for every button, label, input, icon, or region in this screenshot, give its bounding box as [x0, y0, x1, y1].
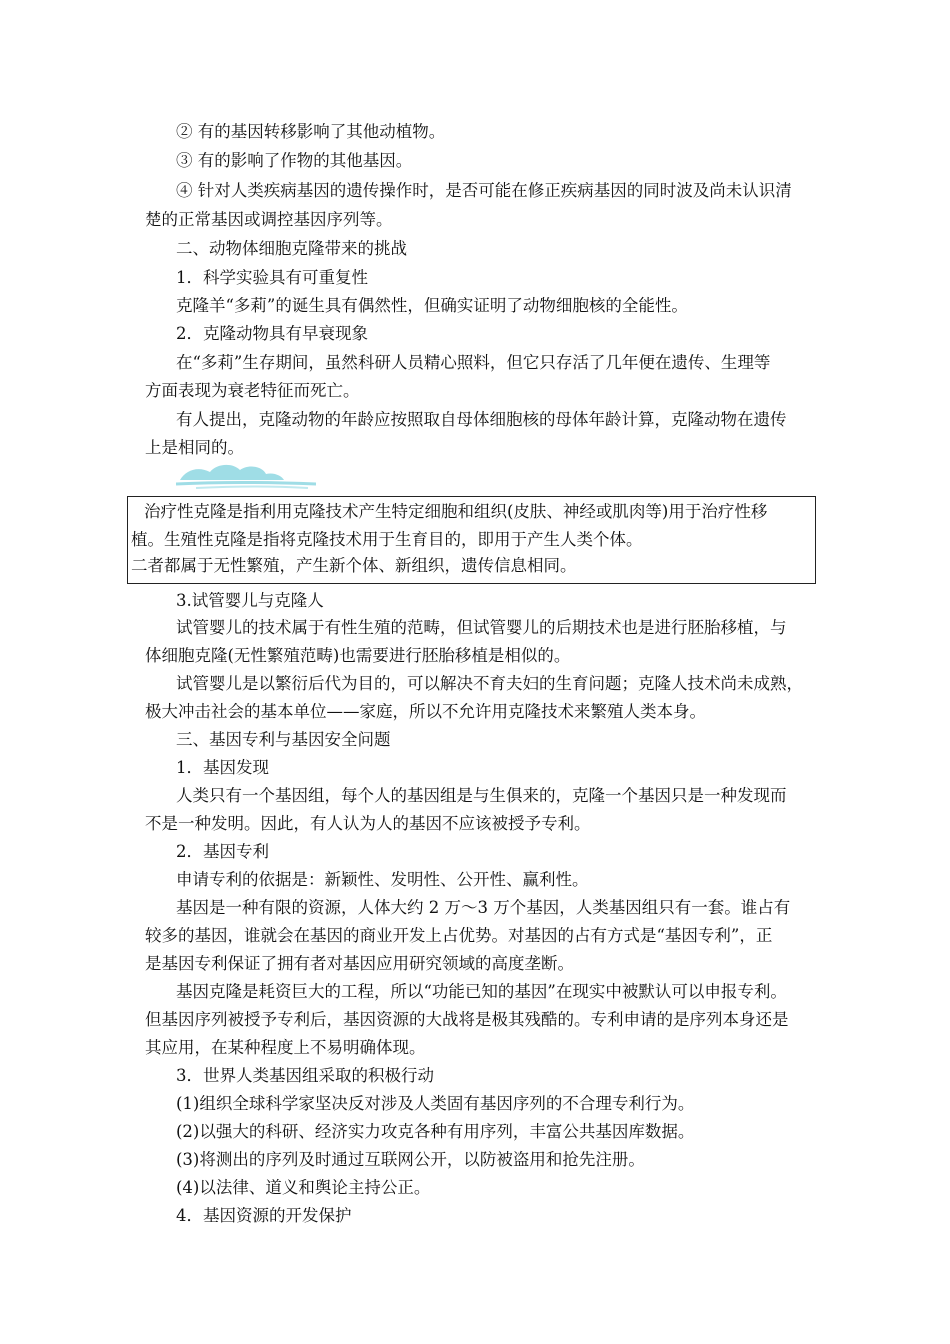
para-top-3: ④ 针对人类疾病基因的遗传操作时，是否可能在修正疾病基因的同时波及尚未认识清: [176, 181, 792, 200]
subheading-5: 2．基因专利: [176, 842, 269, 861]
para-bottom-4: 试管婴儿是以繁衍后代为目的，可以解决不育夫妇的生育问题；克隆人技术尚未成熟，: [176, 674, 803, 693]
subheading-2: 2．克隆动物具有早衰现象: [176, 324, 368, 343]
para-bottom-5: 极大冲击社会的基本单位——家庭，所以不允许用克隆技术来繁殖人类本身。: [145, 702, 706, 721]
para-top-12: 上是相同的。: [145, 438, 244, 457]
para-bottom-2: 试管婴儿的技术属于有性生殖的范畴，但试管婴儿的后期技术也是进行胚胎移植，与: [176, 618, 787, 637]
para-top-7: 克隆羊“多莉”的诞生具有偶然性，但确实证明了动物细胞核的全能性。: [176, 296, 688, 315]
para-top-1: ② 有的基因转移影响了其他动植物。: [176, 122, 446, 141]
box-line-2: 植。生殖性克隆是指将克隆技术用于生育目的，即用于产生人类个体。: [131, 530, 643, 549]
para-bottom-12: 基因是一种有限的资源，人体大约 2 万～3 万个基因，人类基因组只有一套。谁占有: [176, 898, 791, 917]
cloud-banner-icon: [176, 460, 316, 490]
para-bottom-14: 是基因专利保证了拥有者对基因应用研究领域的高度垄断。: [145, 954, 574, 973]
para-bottom-11: 申请专利的依据是：新颖性、发明性、公开性、赢利性。: [176, 870, 589, 889]
list-item-1: (1)组织全球科学家坚决反对涉及人类固有基因序列的不合理专利行为。: [176, 1094, 695, 1113]
para-top-2: ③ 有的影响了作物的其他基因。: [176, 151, 413, 170]
subheading-1: 1．科学实验具有可重复性: [176, 268, 368, 287]
subheading-4: 1．基因发现: [176, 758, 269, 777]
para-bottom-3: 体细胞克隆(无性繁殖范畴)也需要进行胚胎移植是相似的。: [145, 646, 571, 665]
para-bottom-13: 较多的基因，谁就会在基因的商业开发上占优势。对基因的占有方式是“基因专利”，正: [145, 926, 773, 945]
para-bottom-17: 其应用，在某种程度上不易明确体现。: [145, 1038, 426, 1057]
list-item-2: (2)以强大的科研、经济实力攻克各种有用序列，丰富公共基因库数据。: [176, 1122, 695, 1141]
subheading-3: 3.试管婴儿与克隆人: [176, 591, 324, 610]
definition-box: [127, 496, 816, 584]
box-line-3: 二者都属于无性繁殖，产生新个体、新组织，遗传信息相同。: [131, 556, 577, 575]
para-top-11: 有人提出，克隆动物的年龄应按照取自母体细胞核的母体年龄计算，克隆动物在遗传: [176, 410, 787, 429]
list-item-4: (4)以法律、道义和舆论主持公正。: [176, 1178, 431, 1197]
subheading-7: 4．基因资源的开发保护: [176, 1206, 352, 1225]
para-top-4: 楚的正常基因或调控基因序列等。: [145, 210, 393, 229]
para-bottom-16: 但基因序列被授予专利后，基因资源的大战将是极其残酷的。专利申请的是序列本身还是: [145, 1010, 789, 1029]
box-line-1: 治疗性克隆是指利用克隆技术产生特定细胞和组织(皮肤、神经或肌肉等)用于治疗性移: [144, 502, 768, 521]
para-bottom-8: 人类只有一个基因组，每个人的基因组是与生俱来的，克隆一个基因只是一种发现而: [176, 786, 787, 805]
para-top-10: 方面表现为衰老特征而死亡。: [145, 381, 360, 400]
para-bottom-15: 基因克隆是耗资巨大的工程，所以“功能已知的基因”在现实中被默认可以申报专利。: [176, 982, 787, 1001]
list-item-3: (3)将测出的序列及时通过互联网公开，以防被盗用和抢先注册。: [176, 1150, 645, 1169]
para-top-9: 在“多莉”生存期间，虽然科研人员精心照料，但它只存活了几年便在遗传、生理等: [176, 353, 771, 372]
section-heading-3: 三、基因专利与基因安全问题: [176, 730, 391, 749]
section-heading-2: 二、动物体细胞克隆带来的挑战: [176, 239, 407, 258]
subheading-6: 3．世界人类基因组采取的积极行动: [176, 1066, 434, 1085]
para-bottom-9: 不是一种发明。因此，有人认为人的基因不应该被授予专利。: [145, 814, 591, 833]
